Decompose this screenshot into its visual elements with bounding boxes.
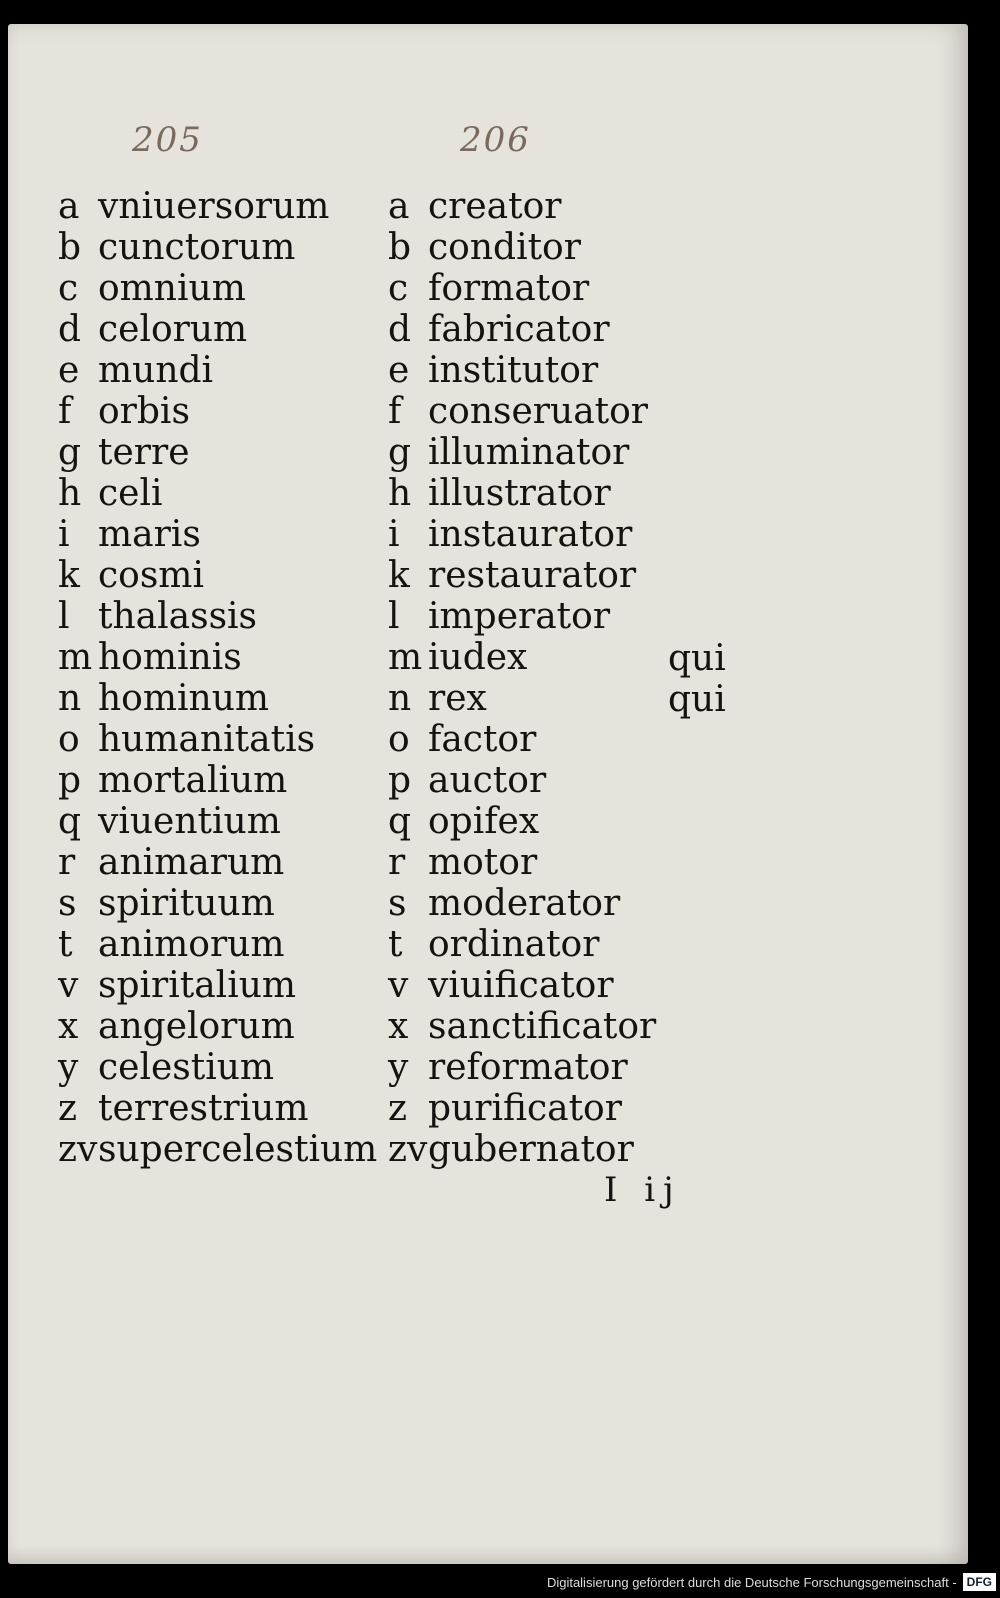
row-letter: e — [388, 350, 410, 391]
left-word-column — [58, 186, 377, 1170]
row-letter: m — [388, 637, 423, 678]
row-letter: b — [58, 227, 82, 268]
word-row — [58, 309, 377, 350]
row-letter: q — [388, 801, 412, 842]
row-letter: f — [388, 391, 402, 432]
right-word-column — [388, 186, 656, 1170]
word-row — [58, 1006, 377, 1047]
word-row — [58, 350, 377, 391]
row-word: purificator — [428, 1088, 622, 1129]
row-word: iudex — [428, 637, 528, 678]
signature-mark: I ij — [604, 1170, 682, 1210]
row-word: gubernator — [428, 1129, 634, 1170]
row-letter: a — [388, 186, 410, 227]
word-row — [58, 801, 377, 842]
row-letter: p — [388, 760, 412, 801]
word-row — [58, 637, 377, 678]
row-word: spiritalium — [98, 965, 297, 1006]
qui-word: qui — [668, 679, 726, 720]
row-word: opifex — [428, 801, 540, 842]
word-row — [58, 268, 377, 309]
row-word: humanitatis — [98, 719, 316, 760]
row-word: hominis — [98, 637, 242, 678]
row-letter: g — [388, 432, 412, 473]
word-row — [388, 227, 656, 268]
word-row — [58, 514, 377, 555]
row-word: instaurator — [428, 514, 633, 555]
row-word: sanctificator — [428, 1006, 657, 1047]
row-letter: l — [388, 596, 400, 637]
word-row — [58, 883, 377, 924]
row-letter: x — [388, 1006, 409, 1047]
row-letter: k — [388, 555, 410, 596]
row-letter: s — [388, 883, 407, 924]
word-row — [388, 186, 656, 227]
word-row — [388, 678, 656, 719]
word-row — [388, 514, 656, 555]
row-letter: y — [58, 1047, 79, 1088]
row-word: terrestrium — [98, 1088, 309, 1129]
row-word: cosmi — [98, 555, 204, 596]
row-letter: n — [58, 678, 82, 719]
row-word: motor — [428, 842, 538, 883]
row-letter: v — [388, 965, 409, 1006]
row-letter: p — [58, 760, 82, 801]
row-word: maris — [98, 514, 201, 555]
row-word: viuentium — [98, 801, 281, 842]
row-letter: b — [388, 227, 412, 268]
word-row — [58, 760, 377, 801]
dfg-logo: DFG — [963, 1573, 996, 1591]
word-row — [58, 432, 377, 473]
row-word: angelorum — [98, 1006, 295, 1047]
row-letter: zv — [388, 1129, 428, 1170]
footer-text: Digitalisierung gefördert durch die Deutsche Forschungsgemeinschaft - — [546, 1574, 957, 1590]
word-row — [58, 965, 377, 1006]
row-word: imperator — [428, 596, 611, 637]
row-word: conditor — [428, 227, 581, 268]
row-letter: z — [388, 1088, 407, 1129]
row-word: orbis — [98, 391, 190, 432]
row-word: hominum — [98, 678, 270, 719]
row-word: spirituum — [98, 883, 275, 924]
word-row — [388, 473, 656, 514]
row-word: illustrator — [428, 473, 611, 514]
word-row — [58, 596, 377, 637]
row-letter: x — [58, 1006, 79, 1047]
row-word: celestium — [98, 1047, 275, 1088]
word-row — [58, 1047, 377, 1088]
word-row — [58, 1129, 377, 1170]
word-row — [388, 391, 656, 432]
row-word: illuminator — [428, 432, 630, 473]
word-row — [58, 186, 377, 227]
row-letter: o — [58, 719, 80, 760]
row-word: terre — [98, 432, 190, 473]
word-row — [58, 842, 377, 883]
row-word: omnium — [98, 268, 246, 309]
row-word: ordinator — [428, 924, 600, 965]
word-row — [388, 555, 656, 596]
word-row — [388, 719, 656, 760]
word-row — [388, 350, 656, 391]
row-letter: n — [388, 678, 412, 719]
row-letter: d — [388, 309, 412, 350]
handwritten-folio-left: 205 — [132, 120, 203, 160]
row-letter: c — [58, 268, 79, 309]
row-word: viuificator — [428, 965, 614, 1006]
row-letter: k — [58, 555, 80, 596]
row-word: auctor — [428, 760, 547, 801]
word-row — [388, 801, 656, 842]
word-row — [58, 473, 377, 514]
word-row — [388, 309, 656, 350]
row-word: moderator — [428, 883, 621, 924]
word-row — [388, 883, 656, 924]
row-letter: e — [58, 350, 80, 391]
row-letter: t — [388, 924, 403, 965]
row-word: celorum — [98, 309, 248, 350]
word-row — [58, 227, 377, 268]
word-row — [388, 637, 656, 678]
row-letter: d — [58, 309, 82, 350]
row-letter: t — [58, 924, 73, 965]
row-word: thalassis — [98, 596, 258, 637]
word-row — [388, 924, 656, 965]
footer-credit — [547, 1568, 996, 1596]
row-letter: r — [58, 842, 76, 883]
word-row — [388, 268, 656, 309]
row-letter: zv — [58, 1129, 98, 1170]
word-row — [388, 1088, 656, 1129]
row-letter: r — [388, 842, 406, 883]
row-word: rex — [428, 678, 487, 719]
row-word: fabricator — [428, 309, 610, 350]
handwritten-folio-right: 206 — [460, 120, 531, 160]
qui-word: qui — [668, 638, 726, 679]
row-word: restaurator — [428, 555, 637, 596]
word-row — [388, 842, 656, 883]
word-row — [388, 596, 656, 637]
row-letter: q — [58, 801, 82, 842]
row-word: mundi — [98, 350, 214, 391]
word-row — [58, 678, 377, 719]
row-word: animarum — [98, 842, 285, 883]
row-letter: c — [388, 268, 409, 309]
word-row — [58, 924, 377, 965]
row-word: cunctorum — [98, 227, 296, 268]
word-row — [388, 1129, 656, 1170]
row-word: vniuersorum — [98, 186, 330, 227]
row-letter: i — [388, 514, 400, 555]
row-letter: g — [58, 432, 82, 473]
row-word: animorum — [98, 924, 285, 965]
row-letter: y — [388, 1047, 409, 1088]
row-letter: z — [58, 1088, 77, 1129]
row-letter: v — [58, 965, 79, 1006]
row-word: institutor — [428, 350, 599, 391]
word-row — [388, 1006, 656, 1047]
row-letter: o — [388, 719, 410, 760]
row-letter: s — [58, 883, 77, 924]
row-word: reformator — [428, 1047, 628, 1088]
row-word: supercelestium — [98, 1129, 378, 1170]
row-letter: m — [58, 637, 93, 678]
row-word: mortalium — [98, 760, 288, 801]
row-word: factor — [428, 719, 537, 760]
word-row — [388, 760, 656, 801]
row-letter: h — [388, 473, 412, 514]
row-letter: i — [58, 514, 70, 555]
word-row — [58, 391, 377, 432]
row-word: creator — [428, 186, 562, 227]
word-row — [58, 1088, 377, 1129]
word-row — [388, 1047, 656, 1088]
row-word: formator — [428, 268, 590, 309]
row-letter: l — [58, 596, 70, 637]
row-letter: f — [58, 391, 72, 432]
row-word: conseruator — [428, 391, 649, 432]
row-letter: a — [58, 186, 80, 227]
word-row — [388, 432, 656, 473]
row-word: celi — [98, 473, 163, 514]
word-row — [388, 965, 656, 1006]
word-row — [58, 719, 377, 760]
row-letter: h — [58, 473, 82, 514]
word-row — [58, 555, 377, 596]
